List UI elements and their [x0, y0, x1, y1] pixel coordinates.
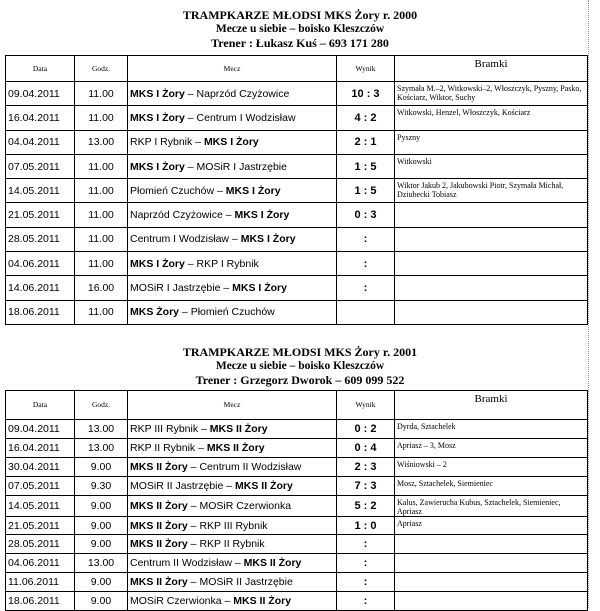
- home-team: MKS II Żory: [130, 499, 188, 512]
- table-row: [6, 457, 588, 476]
- match-teams: [128, 130, 337, 154]
- scorers-header: Bramki: [395, 391, 588, 420]
- match-date: 14.06.2011: [6, 276, 75, 300]
- match-teams: [128, 252, 337, 276]
- away-team: MKS I Żory: [232, 282, 287, 295]
- match-result: 0 : 3: [337, 203, 395, 227]
- match-scorers: Witkowski: [395, 154, 588, 178]
- match-time: 11.00: [75, 227, 128, 251]
- match-time: 13.00: [75, 130, 128, 154]
- match-time: 9.00: [75, 573, 128, 592]
- match-result: 4 : 2: [337, 106, 395, 130]
- table-row: [6, 554, 588, 573]
- match-date: 09.04.2011: [6, 82, 75, 106]
- away-team: RKP II Rybnik: [199, 538, 265, 551]
- home-team: MKS II Żory: [130, 538, 188, 551]
- result-header: Wynik: [337, 391, 395, 420]
- match-teams: [128, 179, 337, 203]
- table-row: [6, 420, 588, 439]
- match-time: 11.00: [75, 154, 128, 178]
- table-row: [6, 573, 588, 592]
- section1-schedule-table: [5, 55, 588, 325]
- match-teams: [128, 535, 337, 554]
- home-team: MKS Żory: [130, 306, 180, 319]
- match-teams: [128, 476, 337, 495]
- match-date: 21.05.2011: [6, 203, 75, 227]
- home-team: Centrum I Wodzisław: [130, 233, 230, 246]
- match-scorers: [395, 300, 588, 324]
- match-time: 9.30: [75, 476, 128, 495]
- match-date: 09.04.2011: [6, 420, 75, 439]
- home-team: MKS I Żory: [130, 257, 185, 270]
- away-team: MKS I Żory: [203, 136, 259, 149]
- team-separator: –: [220, 282, 233, 295]
- table-row: [6, 438, 588, 457]
- match-result: :: [337, 227, 395, 251]
- home-team: RKP III Rybnik: [130, 422, 199, 435]
- match-scorers: Wiśniowski – 2: [395, 457, 588, 476]
- match-scorers: [395, 573, 588, 592]
- home-team: RKP II Rybnik: [130, 441, 196, 454]
- match-scorers: Mosz, Sztachelek, Siemieniec: [395, 476, 588, 495]
- table-row: [6, 516, 588, 535]
- match-date: 07.05.2011: [6, 476, 75, 495]
- table-row: [6, 495, 588, 516]
- home-team: Naprzód Czyżowice: [130, 209, 223, 222]
- section1-rows: [6, 82, 588, 325]
- match-result: 7 : 3: [337, 476, 395, 495]
- match-scorers: [395, 252, 588, 276]
- team-separator: –: [222, 209, 235, 222]
- match-teams: [128, 300, 337, 324]
- match-date: 14.05.2011: [6, 495, 75, 516]
- team-separator: –: [187, 519, 200, 532]
- match-teams: [128, 420, 337, 439]
- match-time: 9.00: [75, 535, 128, 554]
- table-row: [6, 154, 588, 178]
- match-date: 18.06.2011: [6, 300, 75, 324]
- team-separator: –: [184, 160, 197, 173]
- match-teams: [128, 573, 337, 592]
- match-scorers: Witkowski, Henzel, Włoszczyk, Kościarz: [395, 106, 588, 130]
- date-header: Data: [6, 391, 75, 420]
- home-team: MOSiR I Jastrzębie: [130, 282, 221, 295]
- away-team: MKS I Żory: [225, 184, 281, 197]
- match-time: 9.00: [75, 516, 128, 535]
- match-result: :: [337, 573, 395, 592]
- away-team: RKP I Rybnik: [196, 257, 259, 270]
- home-team: Centrum II Wodzisław: [130, 557, 232, 570]
- away-team: Naprzód Czyżowice: [196, 87, 290, 100]
- match-scorers: Apriasz: [395, 516, 588, 535]
- away-team: RKP III Rybnik: [199, 519, 268, 532]
- match-result: 1 : 5: [337, 154, 395, 178]
- away-team: MKS II Żory: [206, 441, 265, 454]
- away-team: MKS II Żory: [235, 479, 293, 492]
- match-date: 18.06.2011: [6, 592, 75, 611]
- match-result: [337, 300, 395, 324]
- home-team: MKS II Żory: [130, 460, 188, 473]
- team-separator: –: [184, 87, 197, 100]
- away-team: MKS II Żory: [243, 557, 302, 570]
- away-team: MKS II Żory: [233, 595, 292, 608]
- match-time: 13.00: [75, 420, 128, 439]
- match-time: 11.00: [75, 179, 128, 203]
- team-separator: –: [214, 184, 226, 197]
- away-team: MKS I Żory: [234, 209, 290, 222]
- time-header: Godz.: [75, 391, 128, 420]
- match-teams: [128, 82, 337, 106]
- match-result: :: [337, 276, 395, 300]
- team-separator: –: [198, 422, 210, 435]
- table-header-row: [6, 391, 588, 420]
- section2-header: [0, 345, 600, 387]
- home-team: MOSiR II Jastrzębie: [130, 479, 224, 492]
- match-time: 9.00: [75, 457, 128, 476]
- away-team: MOSiR Czerwionka: [199, 499, 292, 512]
- match-date: 30.04.2011: [6, 457, 75, 476]
- team-separator: –: [179, 306, 191, 319]
- match-teams: [128, 554, 337, 573]
- match-time: 13.00: [75, 554, 128, 573]
- table-row: [6, 130, 588, 154]
- home-team: MKS I Żory: [130, 160, 185, 173]
- match-scorers: Dyrda, Sztachelek: [395, 420, 588, 439]
- match-result: :: [337, 592, 395, 611]
- section1-header: [0, 8, 600, 50]
- team-separator: –: [229, 233, 241, 246]
- home-team: Płomień Czuchów: [130, 184, 215, 197]
- table-row: [6, 203, 588, 227]
- team-separator: –: [187, 499, 200, 512]
- match-date: 28.05.2011: [6, 227, 75, 251]
- match-scorers: [395, 227, 588, 251]
- match-result: :: [337, 535, 395, 554]
- team-separator: –: [187, 538, 200, 551]
- time-header: Godz.: [75, 56, 128, 82]
- match-result: 0 : 4: [337, 438, 395, 457]
- match-result: 1 : 0: [337, 516, 395, 535]
- match-time: 11.00: [75, 252, 128, 276]
- match-time: 9.00: [75, 495, 128, 516]
- table-row: [6, 276, 588, 300]
- team-separator: –: [184, 111, 197, 124]
- match-scorers: Pyszny: [395, 130, 588, 154]
- table-row: [6, 476, 588, 495]
- section2-schedule-table: [5, 390, 588, 611]
- match-teams: [128, 516, 337, 535]
- match-time: 16.00: [75, 276, 128, 300]
- away-team: MOSiR I Jastrzębie: [196, 160, 287, 173]
- table-row: [6, 82, 588, 106]
- table-row: [6, 535, 588, 554]
- table-row: [6, 179, 588, 203]
- match-time: 9.00: [75, 592, 128, 611]
- result-header: Wynik: [337, 56, 395, 82]
- section1-coach: Trener : Łukasz Kuś – 693 171 280: [211, 36, 389, 50]
- team-separator: –: [231, 557, 244, 570]
- match-date: 11.06.2011: [6, 573, 75, 592]
- match-result: 1 : 5: [337, 179, 395, 203]
- away-team: MKS I Żory: [240, 233, 296, 246]
- match-date: 04.06.2011: [6, 252, 75, 276]
- match-teams: [128, 457, 337, 476]
- match-teams: [128, 106, 337, 130]
- away-team: Centrum II Wodzisław: [199, 460, 302, 473]
- match-scorers: Wiktor Jakub 2, Jakubowski Piotr, Szymała Michał, Dziubecki Tobiasz: [395, 179, 588, 203]
- match-scorers: Szymała M.–2, Witkowski–2, Włoszczyk, Pyszny, Pasko, Kościarz, Wiktor, Suchy: [395, 82, 588, 106]
- match-result: 2 : 1: [337, 130, 395, 154]
- match-date: 04.04.2011: [6, 130, 75, 154]
- match-time: 11.00: [75, 82, 128, 106]
- away-team: MKS II Żory: [209, 422, 268, 435]
- home-team: MKS II Żory: [130, 519, 188, 532]
- section1-subtitle: Mecze u siebie – boisko Kleszczów: [215, 23, 385, 35]
- team-separator: –: [195, 441, 207, 454]
- match-teams: [128, 276, 337, 300]
- match-result: :: [337, 252, 395, 276]
- match-result: 10 : 3: [337, 82, 395, 106]
- section2-subtitle: Mecze u siebie – boisko Kleszczów: [215, 360, 385, 372]
- team-separator: –: [221, 595, 234, 608]
- away-team: MOSiR II Jastrzębie: [199, 576, 293, 589]
- team-separator: –: [223, 479, 236, 492]
- match-date: 07.05.2011: [6, 154, 75, 178]
- match-date: 04.06.2011: [6, 554, 75, 573]
- match-teams: [128, 227, 337, 251]
- match-time: 11.00: [75, 300, 128, 324]
- match-scorers: [395, 535, 588, 554]
- match-result: 5 : 2: [337, 495, 395, 516]
- home-team: MOSiR Czerwionka: [130, 595, 222, 608]
- team-separator: –: [187, 460, 200, 473]
- match-teams: [128, 495, 337, 516]
- match-result: 2 : 3: [337, 457, 395, 476]
- table-header-row: [6, 56, 588, 82]
- table-row: [6, 106, 588, 130]
- scorers-header: Bramki: [395, 56, 588, 82]
- match-scorers: [395, 203, 588, 227]
- match-teams: [128, 438, 337, 457]
- match-header: Mecz: [128, 56, 337, 82]
- match-time: 11.00: [75, 106, 128, 130]
- match-teams: [128, 203, 337, 227]
- team-separator: –: [192, 136, 204, 149]
- team-separator: –: [184, 257, 197, 270]
- home-team: MKS I Żory: [130, 87, 185, 100]
- match-scorers: [395, 276, 588, 300]
- match-date: 14.05.2011: [6, 179, 75, 203]
- match-date: 16.04.2011: [6, 438, 75, 457]
- match-result: :: [337, 554, 395, 573]
- away-team: Centrum I Wodzisław: [196, 111, 296, 124]
- section1-title: TRAMPKARZE MŁODSI MKS Żory r. 2000: [182, 8, 418, 22]
- match-time: 13.00: [75, 438, 128, 457]
- table-row: [6, 227, 588, 251]
- match-teams: [128, 154, 337, 178]
- page-margin-line: [588, 0, 590, 608]
- match-date: 21.05.2011: [6, 516, 75, 535]
- match-header: Mecz: [128, 391, 337, 420]
- section2-coach: Trener : Grzegorz Dworok – 609 099 522: [195, 373, 405, 387]
- date-header: Data: [6, 56, 75, 82]
- match-result: 0 : 2: [337, 420, 395, 439]
- match-date: 16.04.2011: [6, 106, 75, 130]
- home-team: MKS I Żory: [130, 111, 185, 124]
- match-scorers: Kalus, Zawierucha Kubus, Sztachelek, Siemieniec, Apriasz: [395, 495, 588, 516]
- section2-title: TRAMPKARZE MŁODSI MKS Żory r. 2001: [182, 345, 418, 359]
- away-team: Płomień Czuchów: [190, 306, 275, 319]
- match-date: 28.05.2011: [6, 535, 75, 554]
- table-row: [6, 252, 588, 276]
- match-scorers: Apriasz – 3, Mosz: [395, 438, 588, 457]
- match-scorers: [395, 554, 588, 573]
- home-team: MKS II Żory: [130, 576, 188, 589]
- team-separator: –: [187, 576, 200, 589]
- match-time: 11.00: [75, 203, 128, 227]
- section2-rows: [6, 420, 588, 611]
- home-team: RKP I Rybnik: [130, 136, 193, 149]
- table-row: [6, 300, 588, 324]
